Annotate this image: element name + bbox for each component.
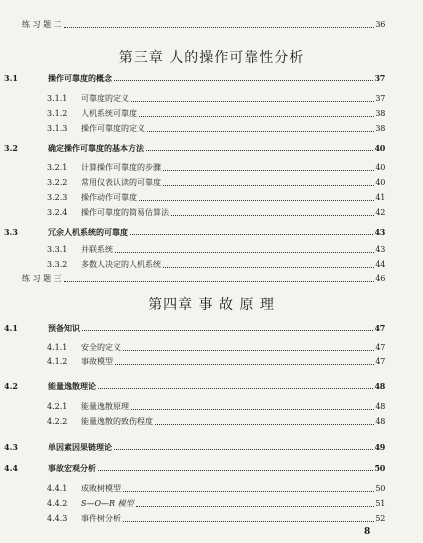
section-page: 43 xyxy=(374,227,385,237)
dot-leader xyxy=(123,491,374,492)
toc-subsection-3-2-4 xyxy=(47,207,385,218)
section-title: 确定操作可靠度的基本方法 xyxy=(48,143,144,153)
subsection-number: 3.2.2 xyxy=(47,178,68,187)
toc-section-4-3 xyxy=(4,441,385,452)
subsection-page: 48 xyxy=(375,402,385,411)
section-page: 50 xyxy=(374,463,385,473)
toc-subsection-4-2-1 xyxy=(47,401,385,412)
dot-leader xyxy=(163,267,374,268)
section-number: 4.3 xyxy=(4,442,18,452)
subsection-page: 50 xyxy=(375,484,385,493)
dot-leader xyxy=(131,409,374,410)
dot-leader xyxy=(64,281,375,282)
section-title: 冗余人机系统的可靠度 xyxy=(48,227,128,237)
section-number: 4.4 xyxy=(4,463,18,473)
toc-entry-exercise-2 xyxy=(22,19,385,30)
dot-leader xyxy=(130,234,373,235)
subsection-title: 计算操作可靠度的步骤 xyxy=(81,163,161,172)
section-title: 操作可靠度的概念 xyxy=(48,73,112,83)
section-title: 单因素因果链理论 xyxy=(48,442,112,452)
section-page: 48 xyxy=(374,381,385,391)
toc-subsection-3-3-1 xyxy=(47,244,385,255)
toc-section-3-3 xyxy=(4,226,385,237)
toc-subsection-4-4-2 xyxy=(47,498,385,509)
toc-subsection-3-1-1 xyxy=(47,93,385,104)
toc-subsection-3-1-3 xyxy=(47,123,385,134)
dot-leader xyxy=(139,116,374,117)
dot-leader xyxy=(171,215,374,216)
subsection-number: 3.3.1 xyxy=(47,245,68,254)
toc-entry-title: 练 习 题 三 xyxy=(22,274,62,283)
section-title: 能量逸散理论 xyxy=(48,381,96,391)
toc-section-4-4 xyxy=(4,462,385,473)
toc-subsection-3-1-2 xyxy=(47,108,385,119)
subsection-number: 3.1.3 xyxy=(47,124,68,133)
dot-leader xyxy=(114,80,373,81)
subsection-number: 4.1.1 xyxy=(47,343,68,352)
section-number: 4.1 xyxy=(4,323,18,333)
dot-leader xyxy=(155,424,374,425)
subsection-title: 操作动作可靠度 xyxy=(81,193,137,202)
subsection-number: 3.3.2 xyxy=(47,260,68,269)
dot-leader xyxy=(163,170,374,171)
subsection-page: 51 xyxy=(375,499,385,508)
toc-entry-exercise-3 xyxy=(22,273,385,284)
section-number: 3.1 xyxy=(4,73,18,83)
subsection-page: 52 xyxy=(375,514,385,523)
subsection-title: 成败树模型 xyxy=(81,484,121,493)
subsection-title: 常用仪表认读的可靠度 xyxy=(81,178,161,187)
subsection-number: 3.2.3 xyxy=(47,193,68,202)
subsection-title: 安全的定义 xyxy=(81,343,121,352)
subsection-title: 并联系统 xyxy=(81,245,113,254)
subsection-page: 47 xyxy=(375,343,385,352)
subsection-title: 操作可靠度的定义 xyxy=(81,124,145,133)
section-page: 49 xyxy=(374,442,385,452)
section-title: 预备知识 xyxy=(48,323,80,333)
dot-leader xyxy=(136,506,375,507)
dot-leader xyxy=(115,364,374,365)
toc-section-3-1 xyxy=(4,72,385,83)
subsection-page: 37 xyxy=(375,94,385,103)
subsection-number: 4.4.2 xyxy=(47,499,68,508)
toc-subsection-4-2-2 xyxy=(47,416,385,427)
section-number: 3.2 xyxy=(4,143,18,153)
dot-leader xyxy=(98,470,373,471)
dot-leader xyxy=(123,350,374,351)
toc-subsection-4-1-1 xyxy=(47,342,385,353)
subsection-title: 能量逸散原理 xyxy=(81,402,129,411)
subsection-title: 人机系统可靠度 xyxy=(81,109,137,118)
subsection-number: 4.2.1 xyxy=(47,402,68,411)
section-page: 37 xyxy=(374,73,385,83)
chapter-4-heading: 第四章 事 故 原 理 xyxy=(148,297,275,313)
subsection-number: 3.1.2 xyxy=(47,109,68,118)
toc-subsection-3-2-3 xyxy=(47,192,385,203)
subsection-number: 4.4.1 xyxy=(47,484,68,493)
section-number: 4.2 xyxy=(4,381,18,391)
page-number: 8 xyxy=(364,527,371,537)
subsection-number: 3.2.4 xyxy=(47,208,68,217)
dot-leader xyxy=(82,330,373,331)
section-page: 47 xyxy=(374,323,385,333)
dot-leader xyxy=(114,449,373,450)
toc-subsection-3-2-2 xyxy=(47,177,385,188)
subsection-page: 47 xyxy=(375,357,385,366)
dot-leader xyxy=(131,101,374,102)
dot-leader xyxy=(123,521,374,522)
section-page: 40 xyxy=(374,143,385,153)
chapter-3-heading: 第三章 人的操作可靠性分析 xyxy=(118,50,305,66)
dot-leader xyxy=(64,27,375,28)
toc-entry-title: 练 习 题 二 xyxy=(22,20,62,29)
subsection-page: 42 xyxy=(375,208,385,217)
dot-leader xyxy=(146,150,373,151)
toc-entry-page: 36 xyxy=(375,20,385,29)
toc-section-4-1 xyxy=(4,322,385,333)
toc-subsection-3-2-1 xyxy=(47,162,385,173)
subsection-title: S—O—R 模型 xyxy=(81,499,134,508)
subsection-page: 44 xyxy=(375,260,385,269)
subsection-page: 48 xyxy=(375,417,385,426)
dot-leader xyxy=(147,131,374,132)
subsection-title: 多数人决定的人机系统 xyxy=(81,260,161,269)
subsection-page: 40 xyxy=(375,163,385,172)
toc-section-4-2 xyxy=(4,380,385,391)
toc-section-3-2 xyxy=(4,142,385,153)
subsection-number: 4.4.3 xyxy=(47,514,68,523)
dot-leader xyxy=(139,200,374,201)
subsection-number: 3.1.1 xyxy=(47,94,68,103)
toc-subsection-4-1-2 xyxy=(47,356,385,367)
subsection-title: 可靠度的定义 xyxy=(81,94,129,103)
subsection-title: 能量逸散的致伤程度 xyxy=(81,417,153,426)
section-title: 事故宏观分析 xyxy=(48,463,96,473)
subsection-title: 事故模型 xyxy=(81,357,113,366)
subsection-page: 38 xyxy=(375,124,385,133)
subsection-page: 43 xyxy=(375,245,385,254)
subsection-page: 38 xyxy=(375,109,385,118)
subsection-number: 4.1.2 xyxy=(47,357,68,366)
toc-subsection-3-3-2 xyxy=(47,259,385,270)
toc-subsection-4-4-1 xyxy=(47,483,385,494)
dot-leader xyxy=(98,388,373,389)
subsection-page: 40 xyxy=(375,178,385,187)
dot-leader xyxy=(163,185,374,186)
subsection-title: 操作可靠度的简易估算法 xyxy=(81,208,169,217)
toc-subsection-4-4-3 xyxy=(47,513,385,524)
toc-entry-page: 46 xyxy=(375,274,385,283)
dot-leader xyxy=(115,252,374,253)
section-number: 3.3 xyxy=(4,227,18,237)
subsection-number: 3.2.1 xyxy=(47,163,68,172)
subsection-title: 事件树分析 xyxy=(81,514,121,523)
subsection-number: 4.2.2 xyxy=(47,417,68,426)
subsection-page: 41 xyxy=(375,193,385,202)
